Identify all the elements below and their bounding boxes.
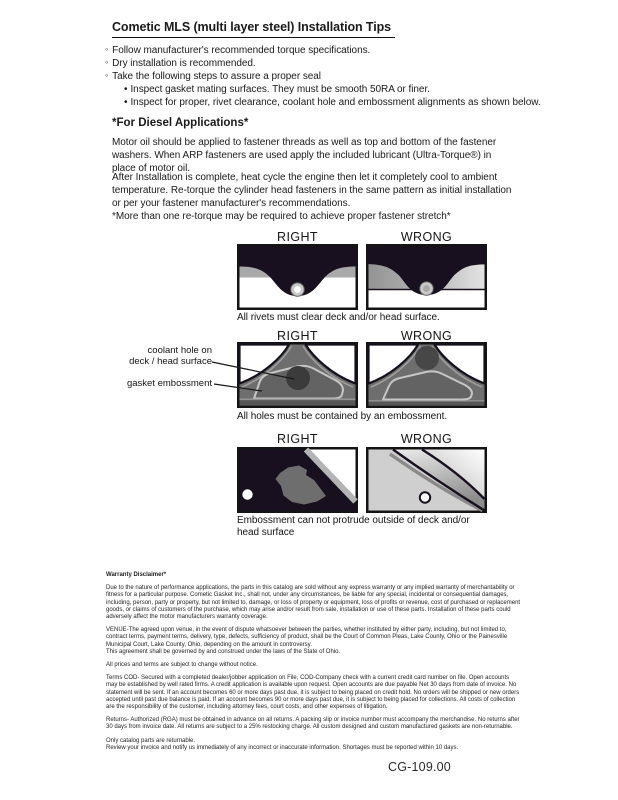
legal-heading: Warranty Disclaimer* (106, 572, 167, 578)
diagram-deck-edge-right (237, 447, 358, 513)
bullet-item: ◦ Follow manufacturer's recommended torque specifications. (105, 44, 545, 57)
row3-wrong-label: WRONG (400, 432, 453, 446)
row1-right-label: RIGHT (277, 230, 318, 244)
legal-venue-paragraph: VENUE-The agreed upon venue, in the event of dispute whatsoever between the parties, whether instituted by either party, including, but not limited to, contract terms, payment terms, delivery, type, defects, sufficiency of product, shall be the Court of Common Pleas, Lake County, Ohio or the Painesville Municipal Court, Lake County, Ohio, depending on the amount in controversy. (106, 627, 508, 648)
row3-caption: Embossment can not protrude outside of deck and/or head surface (237, 515, 470, 538)
page-title: Cometic MLS (multi layer steel) Installation Tips (112, 20, 395, 38)
sub-bullet-item: • Inspect gasket mating surfaces. They must be smooth 50RA or finer. (124, 83, 545, 96)
legal-governed-paragraph: This agreement shall be governed by and construed under the laws of the State of Ohio. (106, 648, 341, 655)
bullet-item: ◦ Dry installation is recommended. (105, 57, 545, 70)
legal-review-paragraph: Review your invoice and notify us immediately of any incorrect or inaccurate information. Shortages must be reported within 10 days. (106, 744, 459, 751)
legal-returns-paragraph: Returns- Authorized (RGA) must be obtained in advance on all returns. A packing slip or invoice number must accompany the merchandise. No returns after 30 days from invoice date. All returns are subject to a 25% restocking charge. All custom designed and custom manufactured gaskets are non-returnable. (106, 717, 520, 731)
legal-disclaimer-block (106, 572, 522, 758)
coolant-hole-annotation: coolant hole on deck / head surface (129, 345, 212, 367)
row3-right-label: RIGHT (277, 432, 318, 446)
legal-prices-paragraph: All prices and terms are subject to change without notice. (106, 662, 258, 669)
row1-wrong-label: WRONG (400, 230, 453, 244)
row1-caption: All rivets must clear deck and/or head surface. (237, 312, 440, 323)
diagram-rivet-wrong (366, 244, 487, 310)
annotation-leader-lines (205, 352, 305, 397)
row2-caption: All holes must be contained by an embossment. (237, 411, 448, 422)
legal-only-catalog-paragraph: Only catalog parts are returnable. (106, 737, 196, 744)
doc-code: CG-109.00 (388, 760, 451, 774)
diesel-paragraph-oil: Motor oil should be applied to fastener threads as well as top and bottom of the fastener washers. When ARP fasteners are used apply the included lubricant (Ultra-Torque®) in place of motor oil. (112, 137, 497, 175)
diagram-embossment-wrong (366, 342, 487, 408)
legal-warranty-paragraph: Due to the nature of performance applications, the parts in this catalog are sold without any express warranty or any implied warranty of merchantability or fitness for a particular purpose. Cometic Gasket Inc., shall not, under any circumstances, be liable for any special, incidental or consequential damages, including, person, party or property, but not limited to, damage, or loss of property or equipment, loss of profits or revenue, cost of purchased or replacement goods, or claims of customers of the purchase, which may arise and/or result from sale, installation or use of these parts. Installation of these parts could adversely affect the motor manufacturers warranty coverage. (106, 585, 521, 621)
bullet-item: ◦ Take the following steps to assure a proper seal (105, 70, 545, 83)
sub-bullet-item: • Inspect for proper, rivet clearance, coolant hole and embossment alignments as shown below. (124, 96, 545, 109)
row2-wrong-label: WRONG (400, 329, 453, 343)
retorque-note: *More than one re-torque may be required to achieve proper fastener stretch* (112, 211, 451, 222)
row2-right-label: RIGHT (277, 329, 318, 343)
diesel-applications-heading: *For Diesel Applications* (112, 117, 249, 129)
legal-terms-paragraph: Terms COD- Secured with a completed dealer/jobber application on File, COD-Company check with a current credit card number on file. Open accounts may be established by well rated firms. A credit application is available upon request. Open accounts are due payable Net 30 days from date of invoice. No statement will be sent. If an account becomes 60 or more days past due, it is subject to being placed on credit hold. No orders will be shipped or new orders accepted until past due balance is paid. If an account becomes 90 or more days past due, it is subject to being placed for collections. All costs of collection are the responsibility of the customer, including attorney fees, court costs, and other expenses of litigation. (106, 675, 520, 711)
diagram-rivet-right (237, 244, 358, 310)
installation-tips-list (105, 44, 545, 109)
gasket-embossment-annotation: gasket embossment (126, 378, 212, 389)
diagram-deck-edge-wrong (366, 447, 487, 513)
diesel-paragraph-heatcycle: After Installation is complete, heat cycle the engine then let it completely cool to ambient temperature. Re-torque the cylinder head fasteners in the same pattern as initial installation or per your fastener manufacturer's recommendations. (112, 172, 512, 210)
